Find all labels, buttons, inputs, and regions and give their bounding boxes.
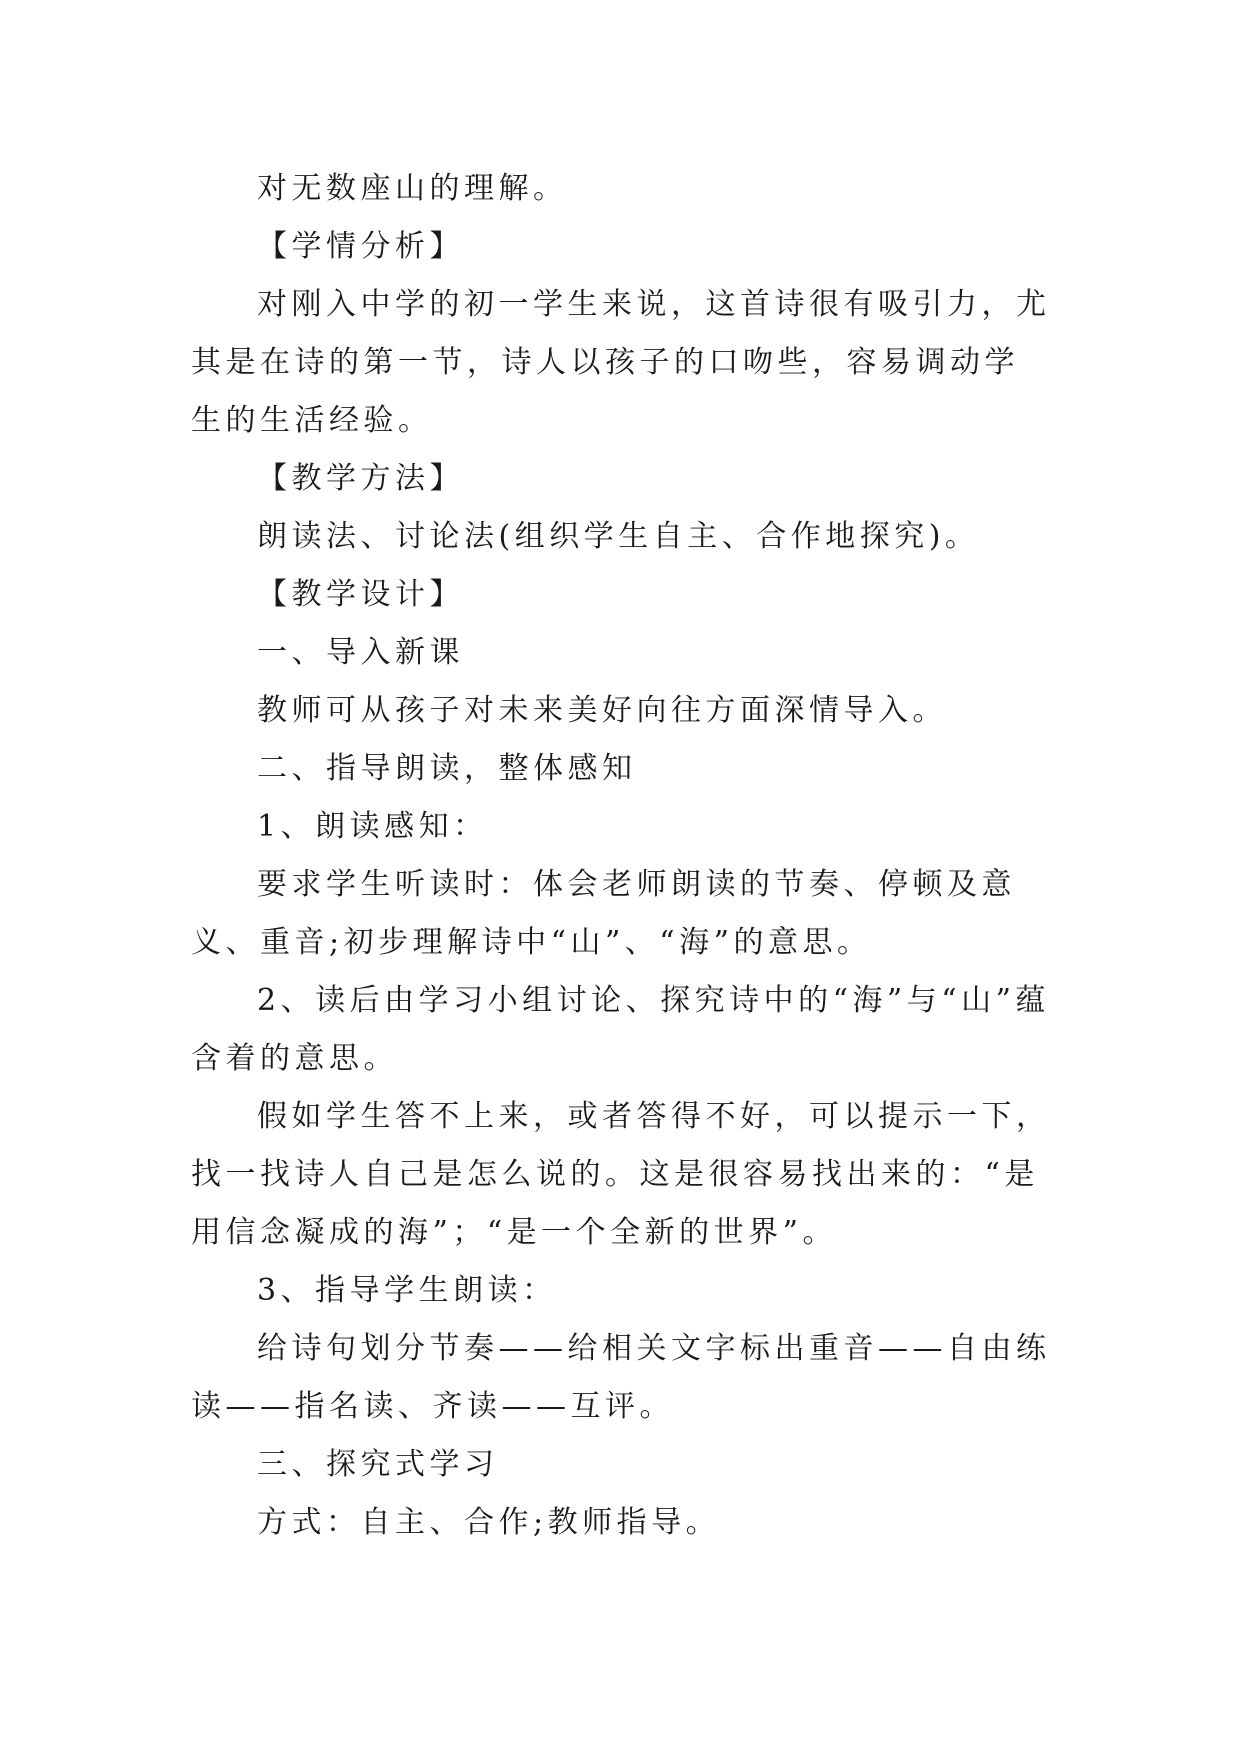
paragraph-introduction: 教师可从孩子对未来美好向往方面深情导入。	[257, 693, 947, 728]
paragraph-reading-steps: 给诗句划分节奏——给相关文字标出重音——自由练读——指名读、齐读——互评。	[191, 1331, 1051, 1424]
subheading-guided-reading: 二、指导朗读，整体感知	[257, 751, 637, 786]
section-heading-student-analysis: 【学情分析】	[257, 229, 464, 264]
list-item-group-discussion: 2、读后由学习小组讨论、探究诗中的“海”与“山”蕴含着的意思。	[191, 983, 1050, 1076]
section-heading-teaching-design: 【教学设计】	[257, 577, 464, 612]
paragraph-learning-method: 方式：自主、合作;教师指导。	[257, 1505, 721, 1540]
list-item-reading-perception: 1、朗读感知：	[257, 809, 488, 844]
subheading-introduction: 一、导入新课	[257, 635, 464, 670]
section-heading-teaching-method: 【教学方法】	[257, 461, 464, 496]
paragraph-listening-requirements: 要求学生听读时：体会老师朗读的节奏、停顿及意义、重音;初步理解诗中“山”、“海”的意思。	[191, 867, 1016, 960]
document-body	[191, 160, 1051, 1552]
paragraph-student-analysis: 对刚入中学的初一学生来说，这首诗很有吸引力，尤其是在诗的第一节，诗人以孩子的口吻些，容易调动学生的生活经验。	[191, 287, 1051, 438]
paragraph-teaching-method: 朗读法、讨论法(组织学生自主、合作地探究)。	[257, 519, 980, 554]
list-item-guided-student-reading: 3、指导学生朗读：	[257, 1273, 557, 1308]
paragraph-hint: 假如学生答不上来，或者答得不好，可以提示一下，找一找诗人自己是怎么说的。这是很容易找出来的：“是用信念凝成的海”；“是一个全新的世界”。	[191, 1099, 1051, 1250]
subheading-inquiry-learning: 三、探究式学习	[257, 1447, 499, 1482]
paragraph-continuation: 对无数座山的理解。	[257, 171, 568, 206]
